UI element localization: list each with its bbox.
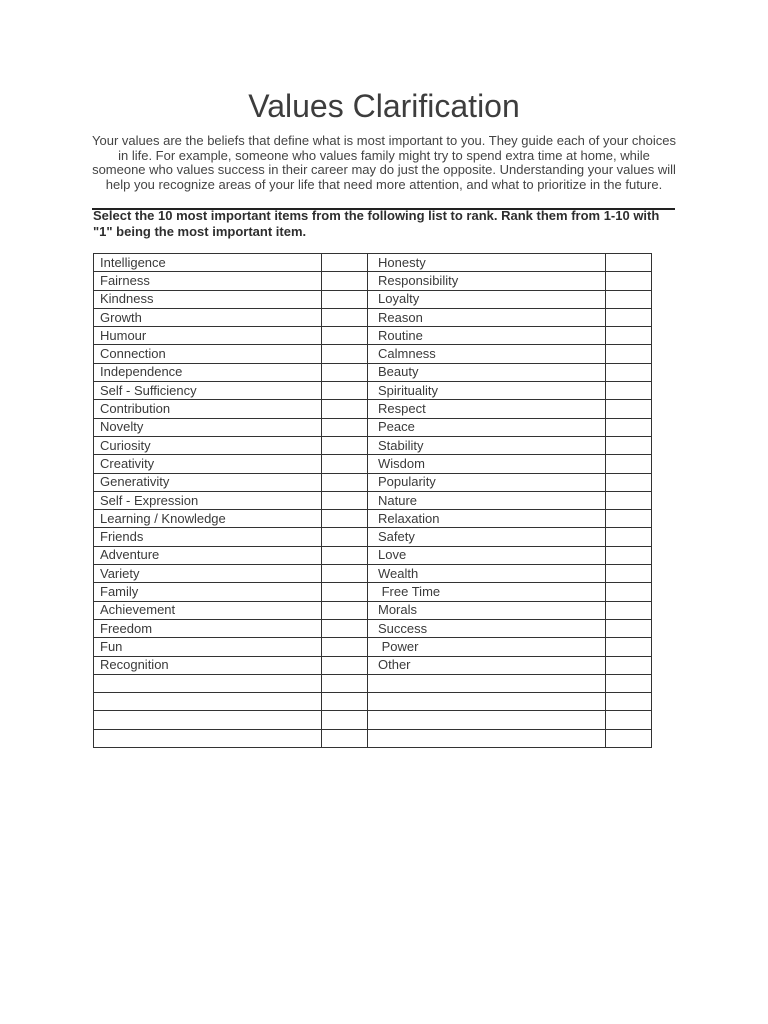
rank-cell-left[interactable] (322, 601, 368, 619)
rank-cell-right[interactable] (606, 674, 652, 692)
table-row (94, 400, 652, 418)
rank-cell-right[interactable] (606, 254, 652, 272)
value-label-right: Free Time (368, 583, 606, 601)
value-label-left: Self - Expression (94, 491, 322, 509)
value-label-right: Reason (368, 308, 606, 326)
value-label-right: Wisdom (368, 455, 606, 473)
rank-cell-left[interactable] (322, 272, 368, 290)
table-row (94, 418, 652, 436)
value-label-right: Other (368, 656, 606, 674)
table-row (94, 345, 652, 363)
value-label-left: Contribution (94, 400, 322, 418)
rank-cell-right[interactable] (606, 473, 652, 491)
table-row (94, 656, 652, 674)
value-label-right: Wealth (368, 565, 606, 583)
value-label-right: Calmness (368, 345, 606, 363)
rank-cell-left[interactable] (322, 491, 368, 509)
table-row (94, 528, 652, 546)
value-label-right: Beauty (368, 363, 606, 381)
value-label-left: Curiosity (94, 436, 322, 454)
table-row (94, 491, 652, 509)
rank-cell-right[interactable] (606, 601, 652, 619)
value-label-right: Popularity (368, 473, 606, 491)
rank-cell-right[interactable] (606, 583, 652, 601)
value-label-left: Self - Sufficiency (94, 382, 322, 400)
rank-cell-right[interactable] (606, 638, 652, 656)
value-label-left: Achievement (94, 601, 322, 619)
value-label-left: Intelligence (94, 254, 322, 272)
value-label-left: Creativity (94, 455, 322, 473)
value-label-right: Responsibility (368, 272, 606, 290)
value-label-left: Variety (94, 565, 322, 583)
value-label-right: Loyalty (368, 290, 606, 308)
value-label-left: Adventure (94, 546, 322, 564)
value-label-right: Safety (368, 528, 606, 546)
rank-cell-right[interactable] (606, 711, 652, 729)
value-label-left: Fairness (94, 272, 322, 290)
value-label-left: Kindness (94, 290, 322, 308)
value-label-left: Recognition (94, 656, 322, 674)
value-label-right: Routine (368, 327, 606, 345)
rank-cell-left[interactable] (322, 711, 368, 729)
values-table-body (94, 254, 652, 748)
value-label-left: Independence (94, 363, 322, 381)
value-label-right: Honesty (368, 254, 606, 272)
value-label-left: Family (94, 583, 322, 601)
rank-cell-left[interactable] (322, 308, 368, 326)
rank-cell-left[interactable] (322, 565, 368, 583)
table-row (94, 327, 652, 345)
table-row (94, 510, 652, 528)
value-label-right (368, 711, 606, 729)
table-row (94, 729, 652, 747)
rank-cell-left[interactable] (322, 418, 368, 436)
rank-cell-left[interactable] (322, 510, 368, 528)
table-row (94, 619, 652, 637)
rank-cell-left[interactable] (322, 327, 368, 345)
intro-paragraph: Your values are the beliefs that define what is most important to you. They guide each of your choices in life. For example, someone who values family might try to spend extra time at home, while someone who values success in their career may do just the opposite. Understanding your values will help you recognize areas of your life that need more attention, and what to prioritize in the future. (92, 133, 676, 192)
rank-cell-right[interactable] (606, 693, 652, 711)
rank-cell-left[interactable] (322, 455, 368, 473)
value-label-right: Success (368, 619, 606, 637)
rank-cell-left[interactable] (322, 400, 368, 418)
value-label-left: Growth (94, 308, 322, 326)
rank-cell-right[interactable] (606, 290, 652, 308)
rank-cell-right[interactable] (606, 345, 652, 363)
value-label-right: Respect (368, 400, 606, 418)
rank-cell-left[interactable] (322, 546, 368, 564)
table-row (94, 436, 652, 454)
value-label-left: Freedom (94, 619, 322, 637)
rank-cell-left[interactable] (322, 619, 368, 637)
table-row (94, 363, 652, 381)
table-row (94, 290, 652, 308)
instructions-text: Select the 10 most important items from the following list to rank. Rank them from 1-10 with "1" being the most important item. (93, 208, 660, 239)
value-label-right: Relaxation (368, 510, 606, 528)
rank-cell-left[interactable] (322, 729, 368, 747)
value-label-right: Nature (368, 491, 606, 509)
rank-cell-right[interactable] (606, 491, 652, 509)
value-label-left (94, 674, 322, 692)
rank-cell-right[interactable] (606, 272, 652, 290)
table-row (94, 638, 652, 656)
rank-cell-right[interactable] (606, 327, 652, 345)
value-label-left: Friends (94, 528, 322, 546)
table-row (94, 565, 652, 583)
table-row (94, 455, 652, 473)
rank-cell-right[interactable] (606, 363, 652, 381)
rank-cell-left[interactable] (322, 473, 368, 491)
value-label-right: Power (368, 638, 606, 656)
table-row (94, 382, 652, 400)
table-row (94, 272, 652, 290)
rank-cell-left[interactable] (322, 290, 368, 308)
rank-cell-left[interactable] (322, 436, 368, 454)
value-label-left (94, 693, 322, 711)
rank-cell-left[interactable] (322, 345, 368, 363)
value-label-left: Generativity (94, 473, 322, 491)
value-label-left (94, 729, 322, 747)
rank-cell-right[interactable] (606, 546, 652, 564)
table-row (94, 711, 652, 729)
rank-cell-right[interactable] (606, 729, 652, 747)
rank-cell-right[interactable] (606, 382, 652, 400)
rank-cell-left[interactable] (322, 638, 368, 656)
rank-cell-right[interactable] (606, 400, 652, 418)
value-label-right: Peace (368, 418, 606, 436)
rank-cell-right[interactable] (606, 418, 652, 436)
value-label-left (94, 711, 322, 729)
table-row (94, 601, 652, 619)
value-label-right: Morals (368, 601, 606, 619)
value-label-right (368, 674, 606, 692)
table-row (94, 254, 652, 272)
rank-cell-left[interactable] (322, 674, 368, 692)
rank-cell-left[interactable] (322, 363, 368, 381)
table-row (94, 674, 652, 692)
table-row (94, 473, 652, 491)
page-title: Values Clarification (248, 88, 520, 124)
rank-cell-right[interactable] (606, 308, 652, 326)
value-label-left: Learning / Knowledge (94, 510, 322, 528)
rank-cell-right[interactable] (606, 510, 652, 528)
rank-cell-left[interactable] (322, 656, 368, 674)
rank-cell-left[interactable] (322, 693, 368, 711)
value-label-left: Fun (94, 638, 322, 656)
table-row (94, 583, 652, 601)
values-table (93, 253, 652, 748)
value-label-left: Novelty (94, 418, 322, 436)
rank-cell-right[interactable] (606, 656, 652, 674)
value-label-right (368, 693, 606, 711)
rank-cell-right[interactable] (606, 619, 652, 637)
table-row (94, 693, 652, 711)
table-row (94, 546, 652, 564)
value-label-right: Spirituality (368, 382, 606, 400)
value-label-right (368, 729, 606, 747)
table-row (94, 308, 652, 326)
rank-cell-right[interactable] (606, 455, 652, 473)
value-label-right: Love (368, 546, 606, 564)
rank-cell-right[interactable] (606, 528, 652, 546)
rank-cell-left[interactable] (322, 254, 368, 272)
rank-cell-left[interactable] (322, 528, 368, 546)
value-label-left: Humour (94, 327, 322, 345)
rank-cell-left[interactable] (322, 382, 368, 400)
rank-cell-left[interactable] (322, 583, 368, 601)
value-label-right: Stability (368, 436, 606, 454)
value-label-left: Connection (94, 345, 322, 363)
rank-cell-right[interactable] (606, 436, 652, 454)
rank-cell-right[interactable] (606, 565, 652, 583)
